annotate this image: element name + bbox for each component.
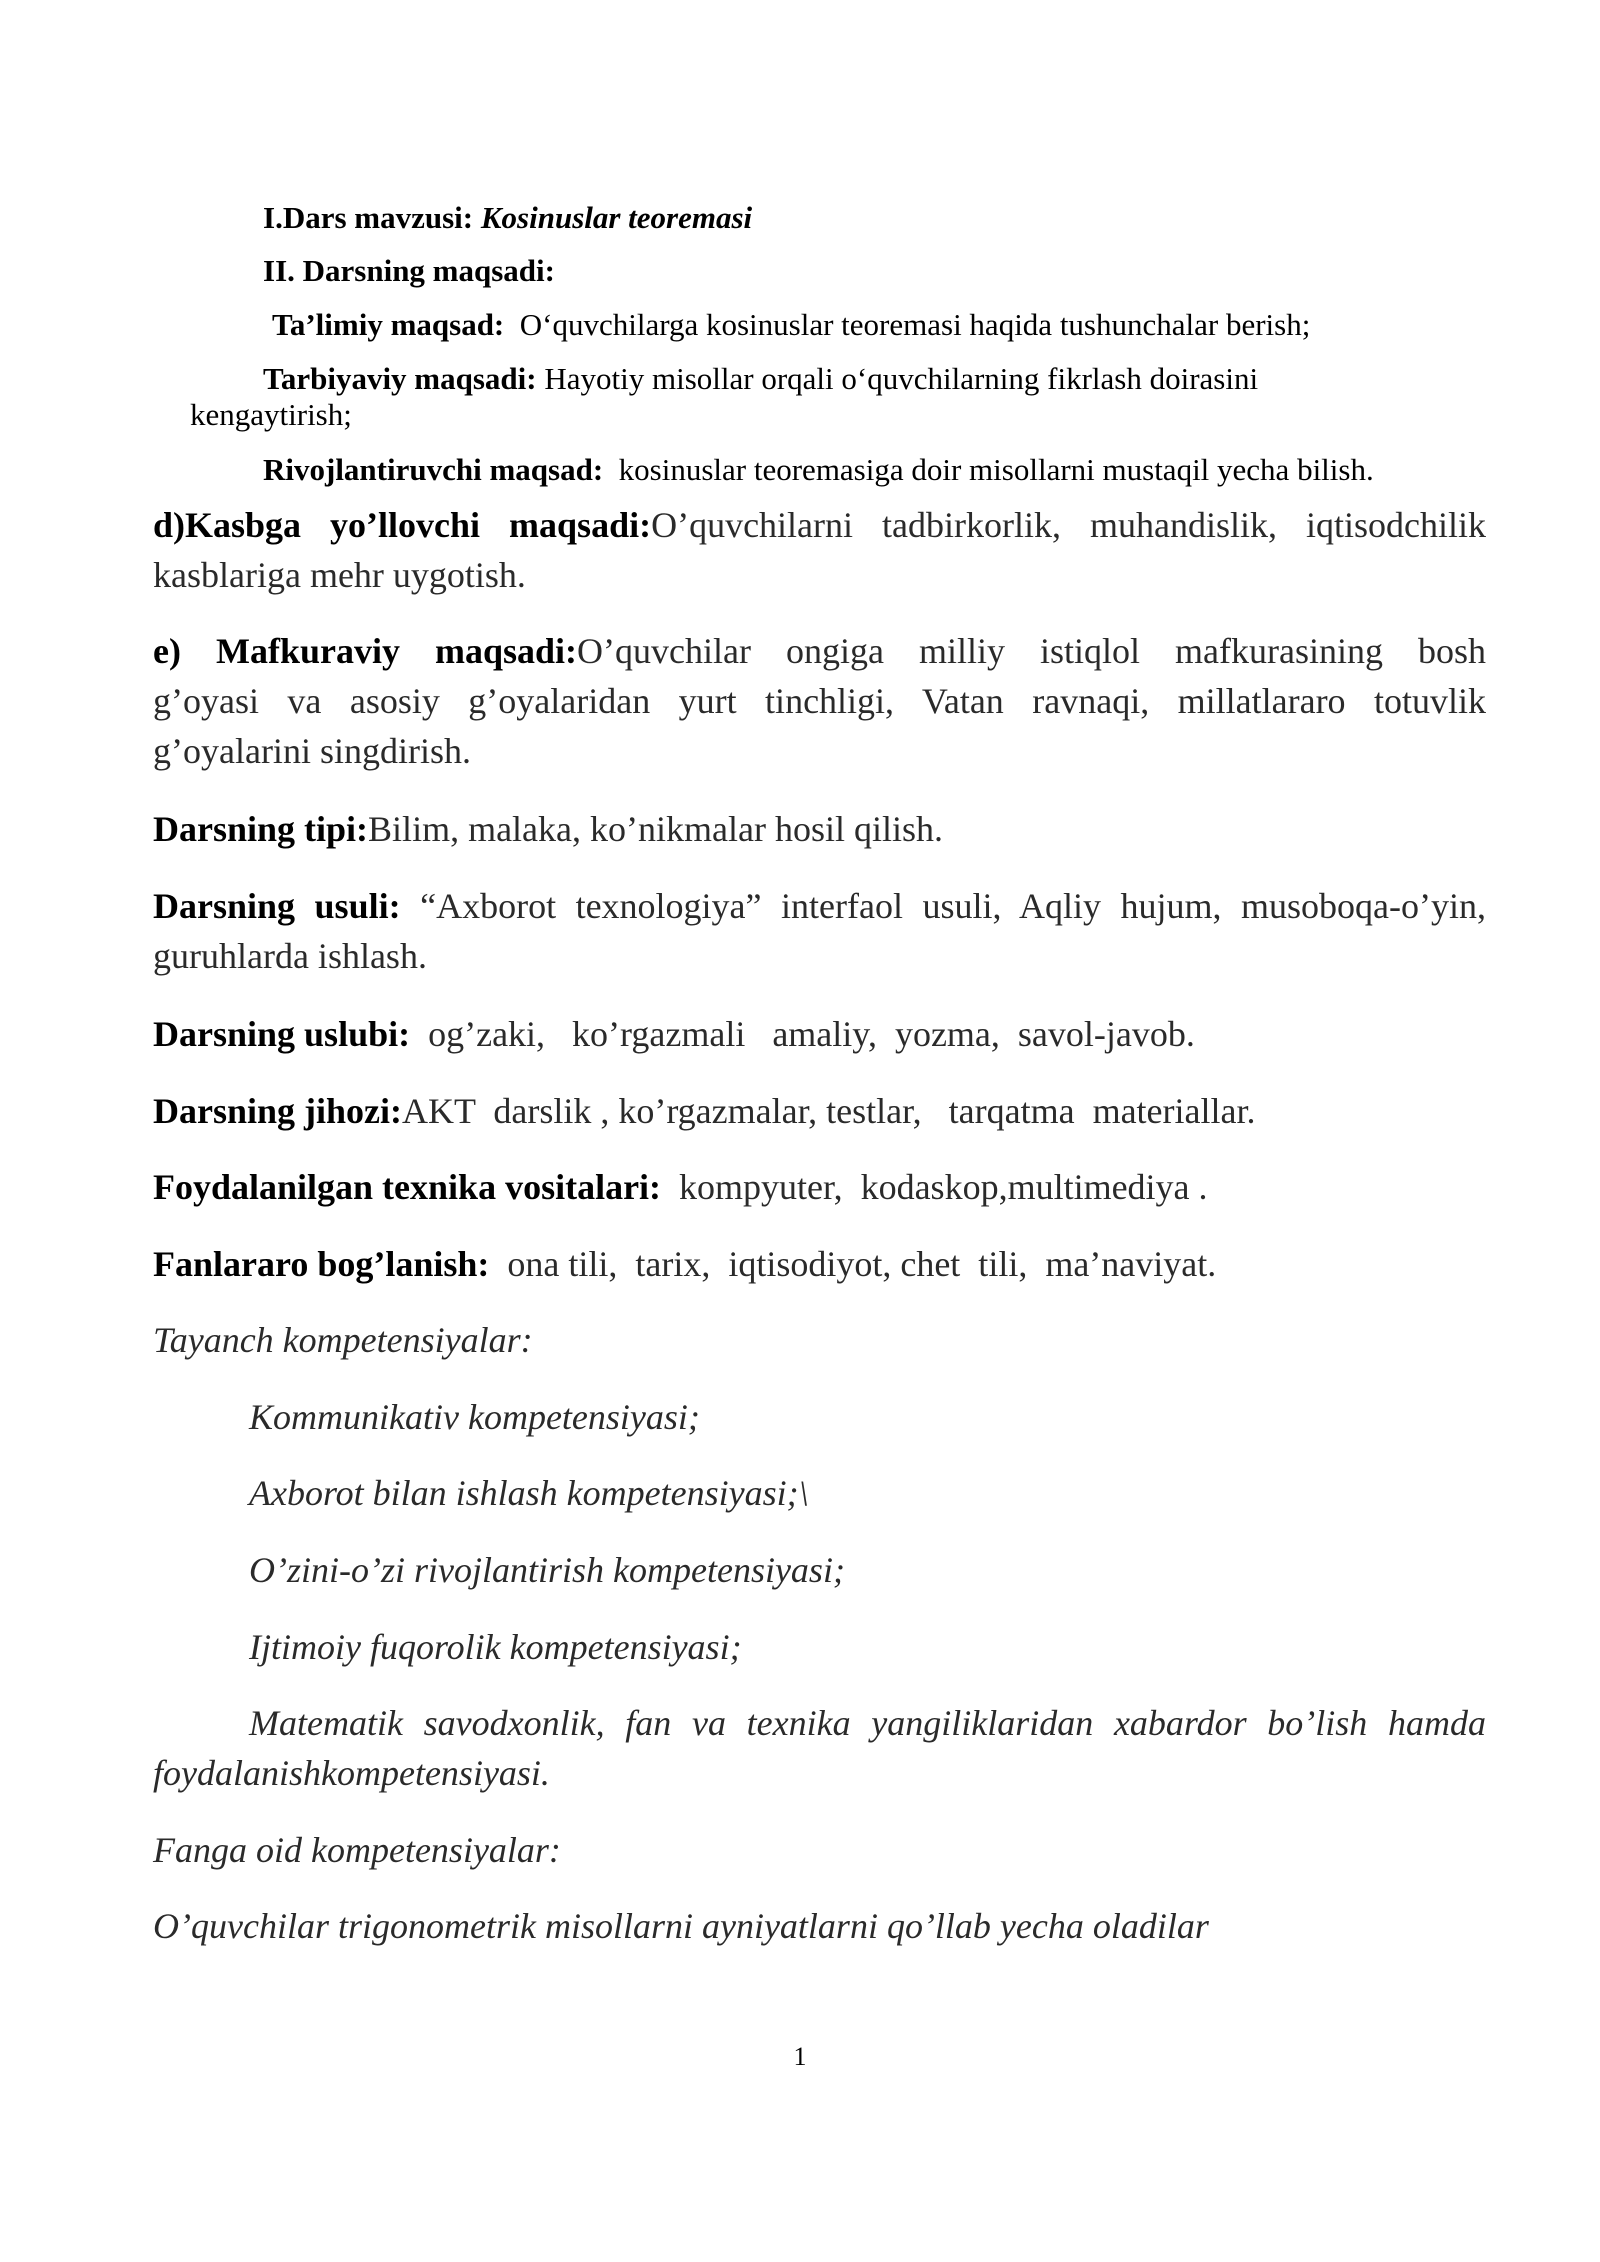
lesson-style-label: Darsning uslubi: bbox=[153, 1014, 411, 1054]
interdisciplinary-line bbox=[153, 1240, 1216, 1288]
lesson-type-line bbox=[153, 805, 943, 853]
ideology-goal-line-1: e) Mafkuraviy maqsadi:O’quvchilar ongiga milliy istiqlol mafkurasining bosh bbox=[153, 631, 1486, 671]
interdisciplinary-value: ona tili, tarix, iqtisodiyot, chet tili, ma’naviyat. bbox=[489, 1244, 1217, 1284]
upbringing-goal-label: Tarbiyaviy maqsadi: bbox=[263, 361, 537, 396]
lesson-method-label: Darsning usuli: bbox=[153, 886, 401, 926]
career-goal-line-1: d)Kasbga yo’llovchi maqsadi:O’quvchilarni tadbirkorlik, muhandislik, iqtisodchilik bbox=[153, 505, 1486, 545]
educational-goal-label: Ta’limiy maqsad: bbox=[272, 307, 505, 342]
educational-goal-line bbox=[272, 306, 1310, 344]
subject-competencies-text: O’quvchilar trigonometrik misollarni ayniyatlarni qo’llab yecha oladilar bbox=[153, 1906, 1209, 1946]
technical-means-label: Foydalanilgan texnika vositalari: bbox=[153, 1167, 662, 1207]
upbringing-goal-value: Hayotiy misollar orqali o‘quvchilarning fikrlash doirasini bbox=[544, 361, 1259, 396]
math-competency-line-2: foydalanishkompetensiyasi. bbox=[153, 1753, 550, 1793]
technical-means-value: kompyuter, kodaskop,multimediya . bbox=[661, 1167, 1208, 1207]
lesson-method-line-1: Darsning usuli: “Axborot texnologiya” interfaol usuli, Aqliy hujum, musoboqa-o’yin, bbox=[153, 886, 1486, 926]
lesson-type-label: Darsning tipi: bbox=[153, 809, 369, 849]
core-competency-item: Kommunikativ kompetensiyasi; bbox=[249, 1397, 700, 1437]
educational-goal-value: O‘quvchilarga kosinuslar teoremasi haqida tushunchalar berish; bbox=[519, 307, 1311, 342]
subject-competencies-heading: Fanga oid kompetensiyalar: bbox=[153, 1830, 561, 1870]
core-competency-item: O’zini-o’zi rivojlantirish kompetensiyasi; bbox=[249, 1550, 845, 1590]
career-goal-label: d)Kasbga yo’llovchi maqsadi: bbox=[153, 505, 652, 545]
upbringing-goal-continuation: kengaytirish; bbox=[190, 397, 352, 432]
upbringing-goal-line bbox=[263, 360, 1258, 398]
interdisciplinary-label: Fanlararo bog’lanish: bbox=[153, 1244, 490, 1284]
technical-means-line bbox=[153, 1163, 1208, 1211]
developmental-goal-label: Rivojlantiruvchi maqsad: bbox=[263, 452, 604, 487]
career-goal-line-2: kasblariga mehr uygotish. bbox=[153, 555, 526, 595]
lesson-equipment-line bbox=[153, 1087, 1256, 1135]
lesson-method-line-2: guruhlarda ishlash. bbox=[153, 936, 427, 976]
core-competency-item: Axborot bilan ishlash kompetensiyasi;\ bbox=[249, 1473, 809, 1513]
ideology-goal-line-2: g’oyasi va asosiy g’oyalaridan yurt tinchligi, Vatan ravnaqi, millatlararo totuvlik bbox=[153, 681, 1486, 721]
page-number: 1 bbox=[793, 2042, 807, 2071]
lesson-topic-line bbox=[263, 199, 752, 237]
developmental-goal-line bbox=[263, 451, 1374, 489]
core-competencies-heading: Tayanch kompetensiyalar: bbox=[153, 1320, 533, 1360]
goals-heading: II. Darsning maqsadi: bbox=[263, 253, 555, 288]
lesson-style-line bbox=[153, 1010, 1195, 1058]
core-competency-item: Ijtimoiy fuqorolik kompetensiyasi; bbox=[249, 1627, 742, 1667]
lesson-style-value: og’zaki, ko’rgazmali amaliy, yozma, savol-javob. bbox=[410, 1014, 1195, 1054]
lesson-equipment-value: AKT darslik , ko’rgazmalar, testlar, tarqatma materiallar. bbox=[402, 1091, 1256, 1131]
lesson-topic-label: I.Dars mavzusi: bbox=[263, 200, 474, 235]
lesson-type-value: Bilim, malaka, ko’nikmalar hosil qilish. bbox=[368, 809, 943, 849]
ideology-goal-label: e) Mafkuraviy maqsadi: bbox=[153, 631, 578, 671]
lesson-topic-value: Kosinuslar teoremasi bbox=[480, 200, 753, 235]
ideology-goal-line-3: g’oyalarini singdirish. bbox=[153, 731, 471, 771]
lesson-equipment-label: Darsning jihozi: bbox=[153, 1091, 403, 1131]
math-competency-line-1: Matematik savodxonlik, fan va texnika yangiliklaridan xabardor bo’lish hamda bbox=[249, 1703, 1486, 1743]
developmental-goal-value: kosinuslar teoremasiga doir misollarni mustaqil yecha bilish. bbox=[618, 452, 1374, 487]
